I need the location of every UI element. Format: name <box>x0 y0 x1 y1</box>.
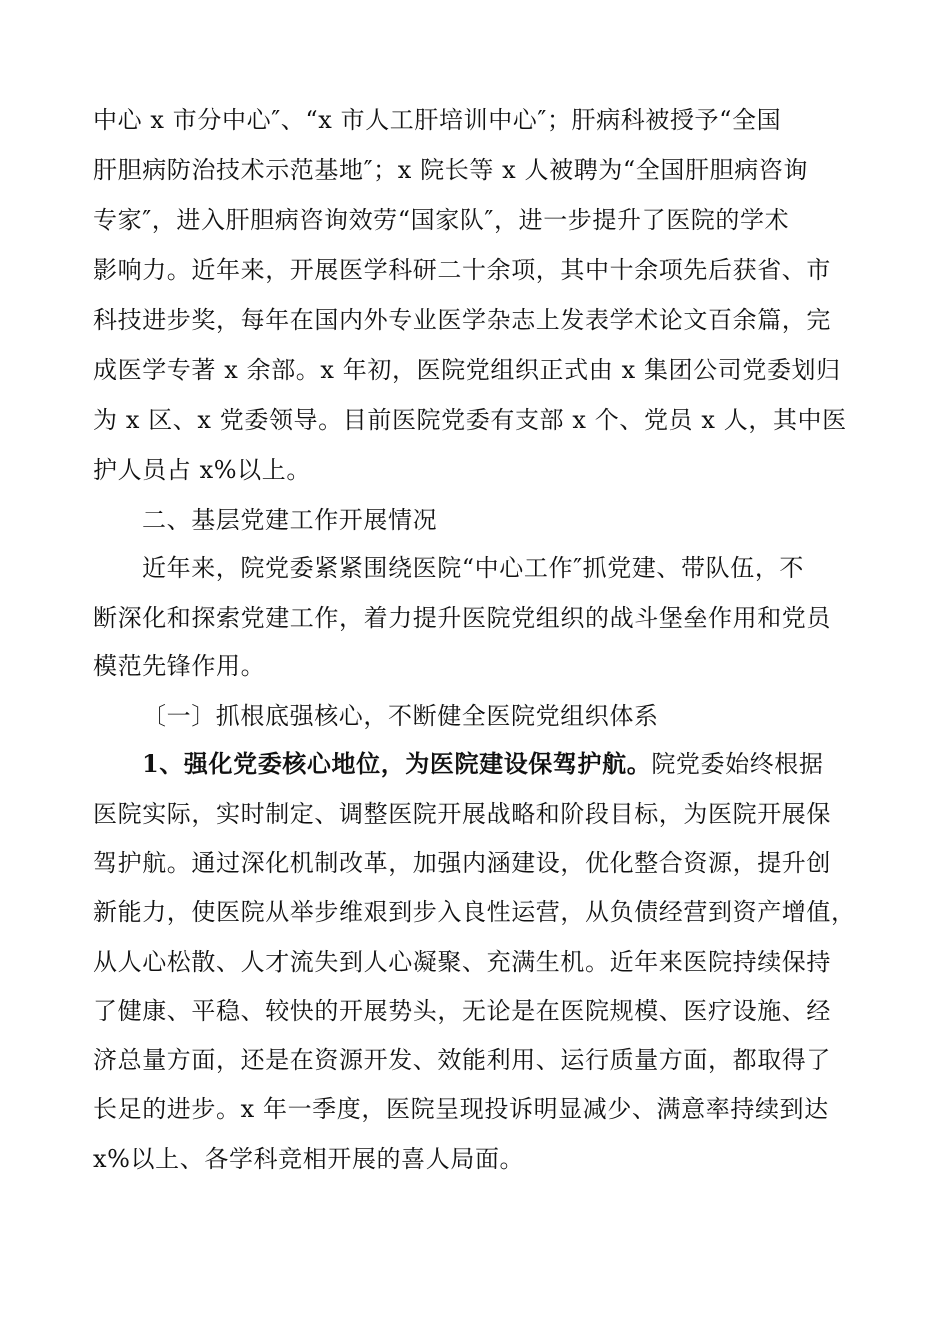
text-line: 医院实际，实时制定、调整医院开展战略和阶段目标，为医院开展保 <box>93 800 831 828</box>
section-heading: 二、基层党建工作开展情况 <box>142 506 438 534</box>
text-line: 影响力。近年来，开展医学科研二十余项，其中十余项先后获省、市 <box>93 256 831 284</box>
text-line: 新能力，使医院从举步维艰到步入良性运营，从负债经营到资产增值， <box>93 898 856 926</box>
text-line: 为 x 区、x 党委领导。目前医院党委有支部 x 个、党员 x 人，其中医 <box>93 406 847 434</box>
text-line: 长足的进步。x 年一季度，医院呈现投诉明显减少、满意率持续到达 <box>93 1095 829 1123</box>
text-line: 肝胆病防治技术示范基地″；x 院长等 x 人被聘为“全国肝胆病咨询 <box>93 156 808 184</box>
text-line: 专家″，进入肝胆病咨询效劳“国家队″，进一步提升了医院的学术 <box>93 206 790 234</box>
text-line: 模范先锋作用。 <box>93 652 266 680</box>
paragraph-first-line: 近年来，院党委紧紧围绕医院“中心工作″抓党建、带队伍，不 <box>142 554 805 582</box>
bold-lead-sentence: 1、强化党委核心地位，为医院建设保驾护航。 <box>142 749 652 778</box>
text-line: 断深化和探索党建工作，着力提升医院党组织的战斗堡垒作用和党员 <box>93 604 831 632</box>
lead-continuation: 院党委始终根据 <box>651 750 824 778</box>
text-line: 成医学专著 x 余部。x 年初，医院党组织正式由 x 集团公司党委划归 <box>93 356 841 384</box>
paragraph-first-line <box>142 749 824 779</box>
text-line: 驾护航。通过深化机制改革，加强内涵建设，优化整合资源，提升创 <box>93 849 831 877</box>
text-line: 护人员占 x%以上。 <box>93 456 311 484</box>
text-line: 了健康、平稳、较快的开展势头，无论是在医院规模、医疗设施、经 <box>93 997 831 1025</box>
text-line: 济总量方面，还是在资源开发、效能利用、运行质量方面，都取得了 <box>93 1046 831 1074</box>
text-line: 科技进步奖，每年在国内外专业医学杂志上发表学术论文百余篇，完 <box>93 306 831 334</box>
text-line: x%以上、各学科竞相开展的喜人局面。 <box>93 1145 525 1173</box>
text-line: 从人心松散、人才流失到人心凝聚、充满生机。近年来医院持续保持 <box>93 948 831 976</box>
text-line: 中心 x 市分中心″、“x 市人工肝培训中心″；肝病科被授予“全国 <box>93 106 782 134</box>
subsection-heading: 〔一〕抓根底强核心，不断健全医院党组织体系 <box>142 702 659 730</box>
